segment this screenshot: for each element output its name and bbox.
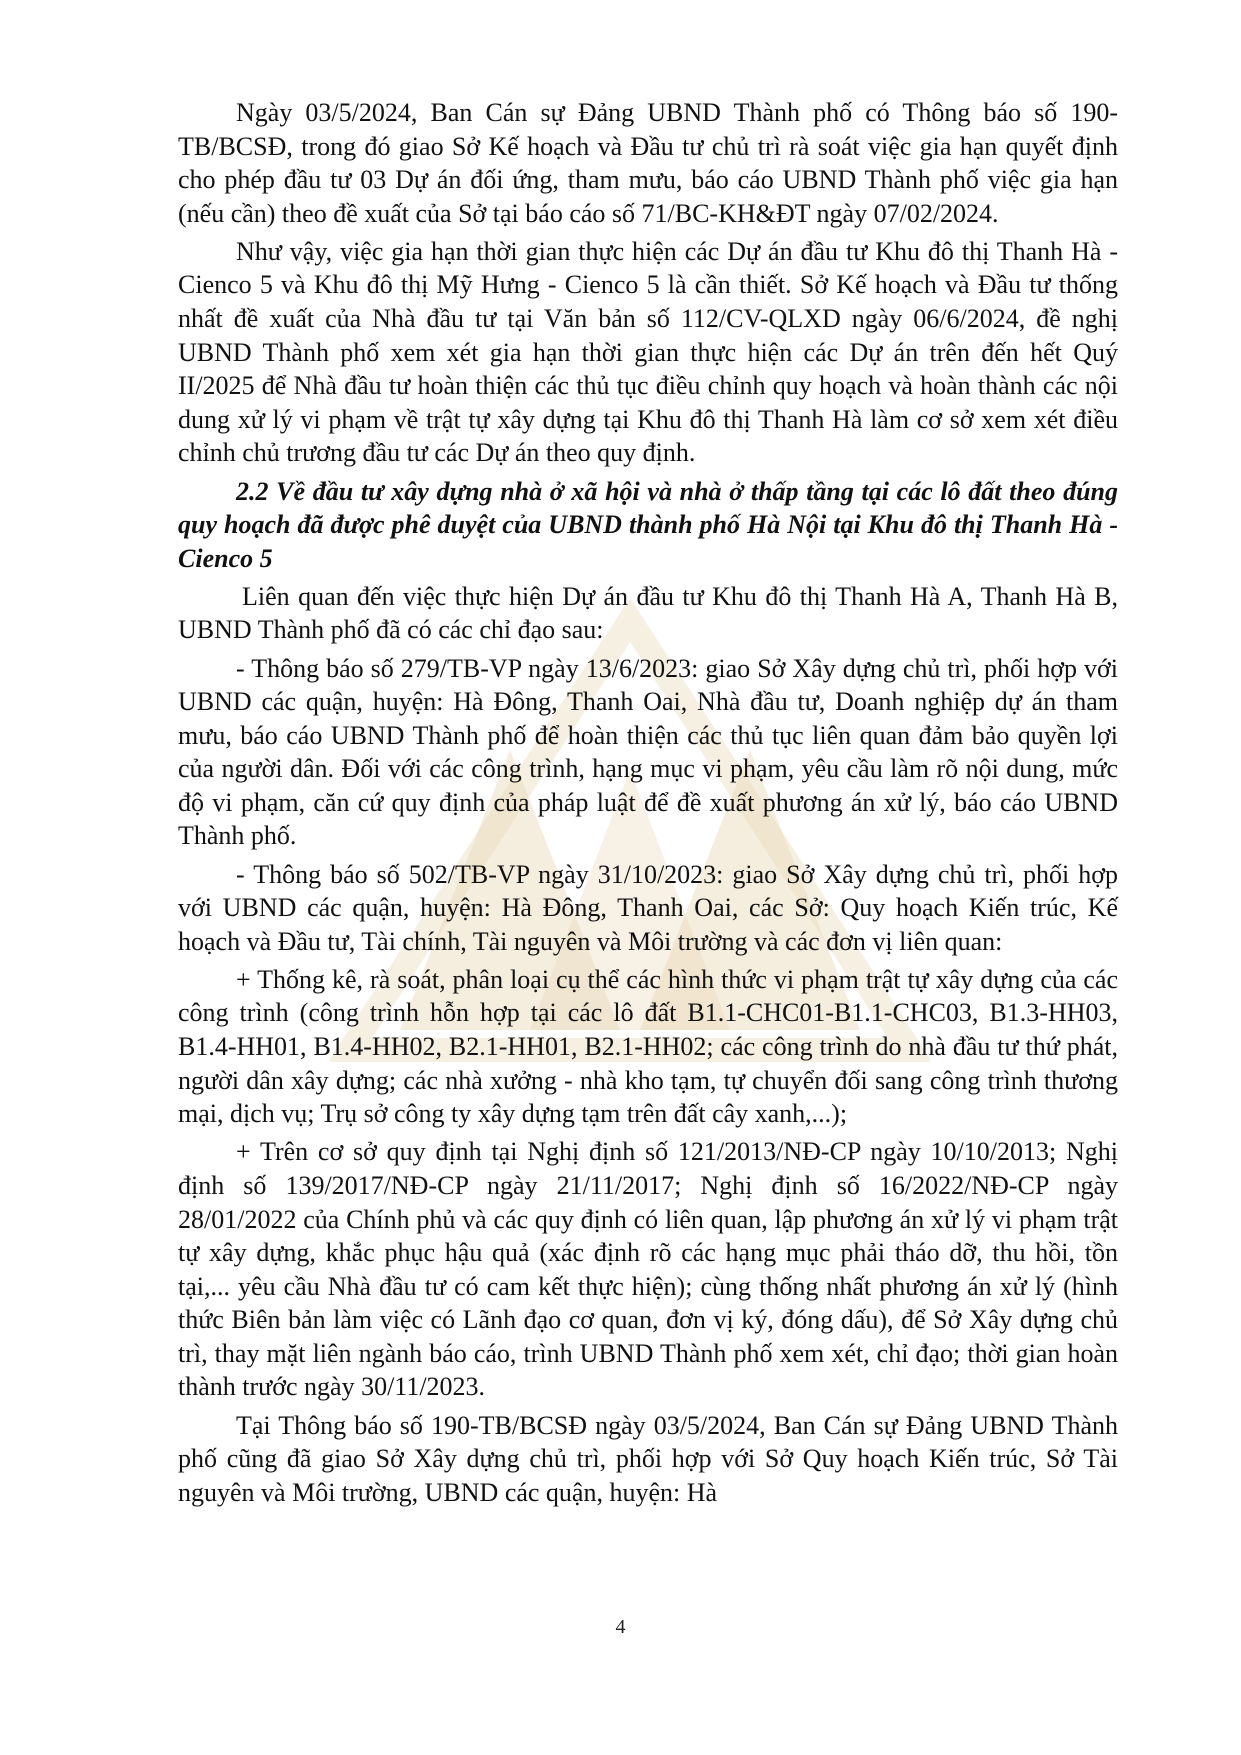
- paragraph: Như vậy, việc gia hạn thời gian thực hiện các Dự án đầu tư Khu đô thị Thanh Hà - Cienco 5 và Khu đô thị Mỹ Hưng - Cienco 5 là cần thiết. Sở Kế hoạch và Đầu tư thống nhất đề xuất của Nhà đầu tư tại Văn bản số 112/CV-QLXD ngày 06/6/2024, đề nghị UBND Thành phố xem xét gia hạn thời gian thực hiện các Dự án trên đến hết Quý II/2025 để Nhà đầu tư hoàn thiện các thủ tục điều chỉnh quy hoạch và hoàn thành các nội dung xử lý vi phạm về trật tự xây dựng tại Khu đô thị Thanh Hà làm cơ sở xem xét điều chỉnh chủ trương đầu tư các Dự án theo quy định.: [178, 236, 1118, 468]
- page-number: 4: [615, 1616, 626, 1638]
- paragraph: Liên quan đến việc thực hiện Dự án đầu tư Khu đô thị Thanh Hà A, Thanh Hà B, UBND Thành phố đã có các chỉ đạo sau:: [178, 581, 1118, 645]
- list-item: - Thông báo số 279/TB-VP ngày 13/6/2023: giao Sở Xây dựng chủ trì, phối hợp với UBND các quận, huyện: Hà Đông, Thanh Oai, Nhà đầu tư, Doanh nghiệp dự án tham mưu, báo cáo UBND Thành phố để hoàn thiện các thủ tục liên quan đảm bảo quyền lợi của người dân. Đối với các công trình, hạng mục vi phạm, yêu cầu làm rõ nội dung, mức độ vi phạm, căn cứ quy định của pháp luật để đề xuất phương án xử lý, báo cáo UBND Thành phố.: [178, 653, 1118, 851]
- document-body: [178, 96, 1118, 1514]
- paragraph: Ngày 03/5/2024, Ban Cán sự Đảng UBND Thành phố có Thông báo số 190-TB/BCSĐ, trong đó giao Sở Kế hoạch và Đầu tư chủ trì rà soát việc gia hạn quyết định cho phép đầu tư 03 Dự án đối ứng, tham mưu, báo cáo UBND Thành phố việc gia hạn (nếu cần) theo đề xuất của Sở tại báo cáo số 71/BC-KH&ĐT ngày 07/02/2024.: [178, 98, 1118, 228]
- section-heading: 2.2 Về đầu tư xây dựng nhà ở xã hội và nhà ở thấp tầng tại các lô đất theo đúng quy hoạch đã được phê duyệt của UBND thành phố Hà Nội tại Khu đô thị Thanh Hà - Cienco 5: [178, 476, 1118, 573]
- paragraph: Tại Thông báo số 190-TB/BCSĐ ngày 03/5/2024, Ban Cán sự Đảng UBND Thành phố cũng đã giao Sở Xây dựng chủ trì, phối hợp với Sở Quy hoạch Kiến trúc, Sở Tài nguyên và Môi trường, UBND các quận, huyện: Hà: [178, 1410, 1118, 1507]
- list-item: + Trên cơ sở quy định tại Nghị định số 121/2013/NĐ-CP ngày 10/10/2013; Nghị định số 139/2017/NĐ-CP ngày 21/11/2017; Nghị định số 16/2022/NĐ-CP ngày 28/01/2022 của Chính phủ và các quy định có liên quan, lập phương án xử lý vi phạm trật tự xây dựng, khắc phục hậu quả (xác định rõ các hạng mục phải tháo dỡ, thu hồi, tồn tại,... yêu cầu Nhà đầu tư có cam kết thực hiện); cùng thống nhất phương án xử lý (hình thức Biên bản làm việc có Lãnh đạo cơ quan, đơn vị ký, đóng dấu), để Sở Xây dựng chủ trì, thay mặt liên ngành báo cáo, trình UBND Thành phố xem xét, chỉ đạo; thời gian hoàn thành trước ngày 30/11/2023.: [178, 1137, 1118, 1402]
- list-item: + Thống kê, rà soát, phân loại cụ thể các hình thức vi phạm trật tự xây dựng của các công trình (công trình hỗn hợp tại các lô đất B1.1-CHC01-B1.1-CHC03, B1.3-HH03, B1.4-HH01, B1.4-HH02, B2.1-HH01, B2.1-HH02; các công trình do nhà đầu tư thứ phát, người dân xây dựng; các nhà xưởng - nhà kho tạm, tự chuyển đối sang công trình thương mại, dịch vụ; Trụ sở công ty xây dựng tạm trên đất cây xanh,...);: [178, 964, 1118, 1129]
- list-item: - Thông báo số 502/TB-VP ngày 31/10/2023: giao Sở Xây dựng chủ trì, phối hợp với UBND các quận, huyện: Hà Đông, Thanh Oai, các Sở: Quy hoạch Kiến trúc, Kế hoạch và Đầu tư, Tài chính, Tài nguyên và Môi trường và các đơn vị liên quan:: [178, 859, 1118, 956]
